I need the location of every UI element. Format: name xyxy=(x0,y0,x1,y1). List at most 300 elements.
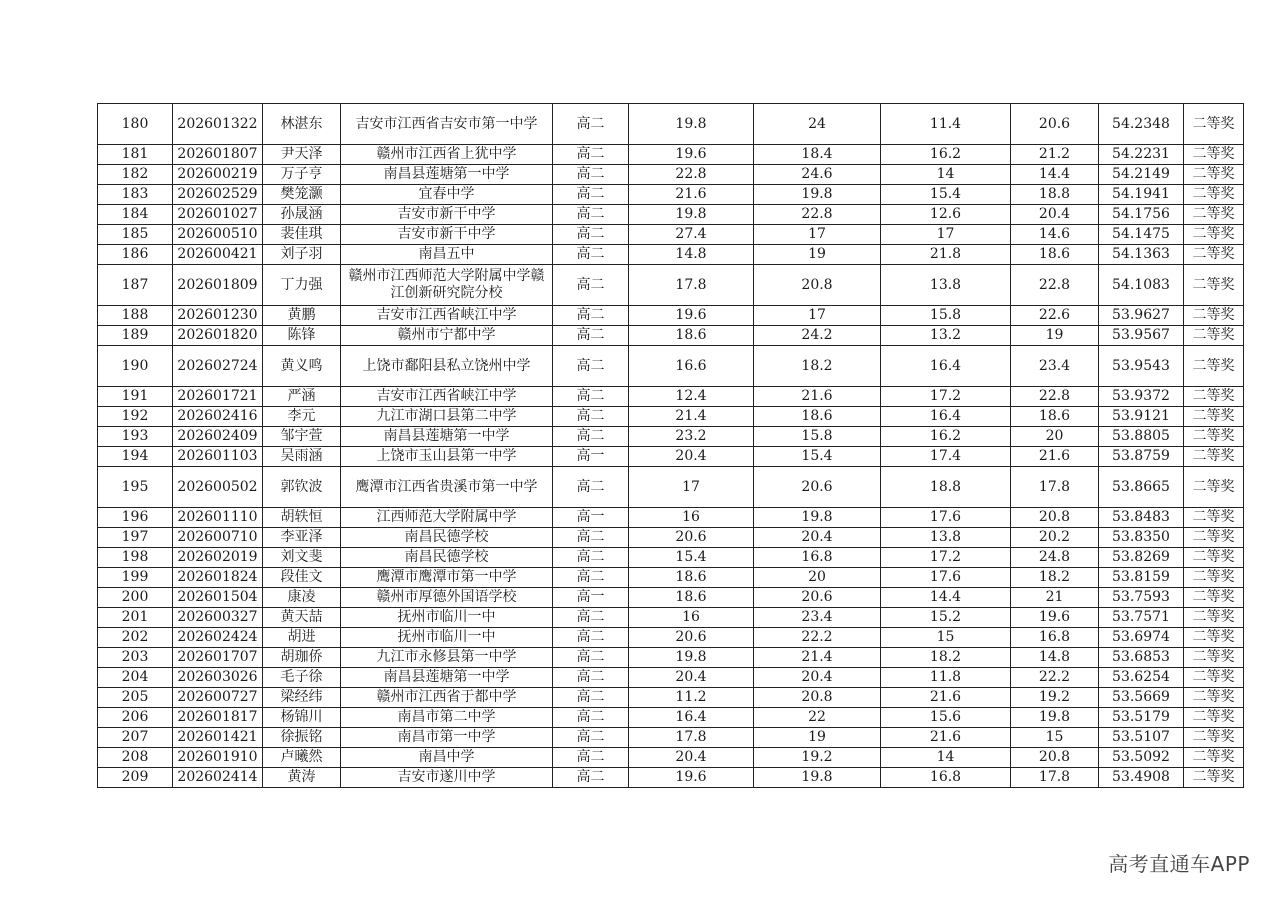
award-cell: 二等奖 xyxy=(1184,185,1244,205)
grade-cell: 高二 xyxy=(553,306,629,326)
score-3-cell: 17.2 xyxy=(881,548,1011,568)
score-3-cell: 18.2 xyxy=(881,648,1011,668)
rank-cell: 191 xyxy=(98,387,173,407)
score-4-cell: 17.8 xyxy=(1011,467,1099,508)
total-score-cell: 54.1756 xyxy=(1099,205,1184,225)
score-4-cell: 19.6 xyxy=(1011,608,1099,628)
score-3-cell: 15 xyxy=(881,628,1011,648)
school-cell: 吉安市遂川中学 xyxy=(341,768,553,788)
name-cell: 黄天喆 xyxy=(263,608,341,628)
name-cell: 刘文斐 xyxy=(263,548,341,568)
grade-cell: 高二 xyxy=(553,265,629,306)
total-score-cell: 54.2231 xyxy=(1099,145,1184,165)
score-3-cell: 11.8 xyxy=(881,668,1011,688)
score-3-cell: 13.2 xyxy=(881,326,1011,346)
rank-cell: 202 xyxy=(98,628,173,648)
grade-cell: 高二 xyxy=(553,245,629,265)
grade-cell: 高一 xyxy=(553,447,629,467)
award-cell: 二等奖 xyxy=(1184,728,1244,748)
total-score-cell: 54.1941 xyxy=(1099,185,1184,205)
student-id-cell: 202600327 xyxy=(173,608,263,628)
award-cell: 二等奖 xyxy=(1184,407,1244,427)
grade-cell: 高一 xyxy=(553,508,629,528)
rank-cell: 209 xyxy=(98,768,173,788)
total-score-cell: 53.7571 xyxy=(1099,608,1184,628)
table-row xyxy=(98,326,1244,346)
name-cell: 杨锦川 xyxy=(263,708,341,728)
school-cell: 赣州市厚德外国语学校 xyxy=(341,588,553,608)
rank-cell: 192 xyxy=(98,407,173,427)
score-4-cell: 18.6 xyxy=(1011,245,1099,265)
grade-cell: 高二 xyxy=(553,467,629,508)
grade-cell: 高二 xyxy=(553,568,629,588)
award-cell: 二等奖 xyxy=(1184,608,1244,628)
score-2-cell: 17 xyxy=(754,306,881,326)
student-id-cell: 202602019 xyxy=(173,548,263,568)
name-cell: 邹宇萱 xyxy=(263,427,341,447)
score-2-cell: 24.2 xyxy=(754,326,881,346)
grade-cell: 高二 xyxy=(553,708,629,728)
score-3-cell: 21.8 xyxy=(881,245,1011,265)
school-cell: 南昌民德学校 xyxy=(341,548,553,568)
score-2-cell: 20.4 xyxy=(754,668,881,688)
score-1-cell: 16 xyxy=(629,508,754,528)
name-cell: 胡轶恒 xyxy=(263,508,341,528)
award-cell: 二等奖 xyxy=(1184,648,1244,668)
rank-cell: 206 xyxy=(98,708,173,728)
score-4-cell: 22.2 xyxy=(1011,668,1099,688)
rank-cell: 197 xyxy=(98,528,173,548)
grade-cell: 高二 xyxy=(553,628,629,648)
score-1-cell: 20.4 xyxy=(629,748,754,768)
school-cell: 南昌县莲塘第一中学 xyxy=(341,427,553,447)
grade-cell: 高二 xyxy=(553,145,629,165)
award-cell: 二等奖 xyxy=(1184,387,1244,407)
score-4-cell: 20 xyxy=(1011,427,1099,447)
school-cell: 赣州市江西省于都中学 xyxy=(341,688,553,708)
total-score-cell: 53.6254 xyxy=(1099,668,1184,688)
score-4-cell: 21.2 xyxy=(1011,145,1099,165)
total-score-cell: 53.4908 xyxy=(1099,768,1184,788)
score-4-cell: 16.8 xyxy=(1011,628,1099,648)
grade-cell: 高二 xyxy=(553,728,629,748)
name-cell: 万子亨 xyxy=(263,165,341,185)
student-id-cell: 202602414 xyxy=(173,768,263,788)
score-4-cell: 14.4 xyxy=(1011,165,1099,185)
rank-cell: 189 xyxy=(98,326,173,346)
student-id-cell: 202603026 xyxy=(173,668,263,688)
grade-cell: 高二 xyxy=(553,548,629,568)
school-cell: 吉安市江西省峡江中学 xyxy=(341,306,553,326)
score-4-cell: 20.4 xyxy=(1011,205,1099,225)
grade-cell: 高一 xyxy=(553,588,629,608)
score-3-cell: 21.6 xyxy=(881,728,1011,748)
score-1-cell: 19.6 xyxy=(629,145,754,165)
rank-cell: 187 xyxy=(98,265,173,306)
score-1-cell: 18.6 xyxy=(629,588,754,608)
score-1-cell: 21.6 xyxy=(629,185,754,205)
total-score-cell: 53.9372 xyxy=(1099,387,1184,407)
grade-cell: 高二 xyxy=(553,326,629,346)
name-cell: 李元 xyxy=(263,407,341,427)
score-1-cell: 18.6 xyxy=(629,568,754,588)
score-4-cell: 19.2 xyxy=(1011,688,1099,708)
grade-cell: 高二 xyxy=(553,346,629,387)
score-1-cell: 14.8 xyxy=(629,245,754,265)
score-3-cell: 14 xyxy=(881,165,1011,185)
score-4-cell: 20.6 xyxy=(1011,104,1099,145)
score-3-cell: 16.4 xyxy=(881,346,1011,387)
total-score-cell: 53.6853 xyxy=(1099,648,1184,668)
score-1-cell: 19.6 xyxy=(629,768,754,788)
table-row xyxy=(98,265,1244,306)
rank-cell: 181 xyxy=(98,145,173,165)
school-cell: 抚州市临川一中 xyxy=(341,628,553,648)
score-4-cell: 15 xyxy=(1011,728,1099,748)
table-row xyxy=(98,648,1244,668)
rank-cell: 194 xyxy=(98,447,173,467)
total-score-cell: 53.6974 xyxy=(1099,628,1184,648)
score-1-cell: 20.4 xyxy=(629,447,754,467)
award-cell: 二等奖 xyxy=(1184,508,1244,528)
rank-cell: 201 xyxy=(98,608,173,628)
score-4-cell: 22.6 xyxy=(1011,306,1099,326)
name-cell: 胡珈侨 xyxy=(263,648,341,668)
student-id-cell: 202601721 xyxy=(173,387,263,407)
score-1-cell: 19.6 xyxy=(629,306,754,326)
school-cell: 吉安市江西省峡江中学 xyxy=(341,387,553,407)
total-score-cell: 53.7593 xyxy=(1099,588,1184,608)
award-cell: 二等奖 xyxy=(1184,326,1244,346)
grade-cell: 高二 xyxy=(553,608,629,628)
student-id-cell: 202601110 xyxy=(173,508,263,528)
name-cell: 卢曦然 xyxy=(263,748,341,768)
score-4-cell: 21.6 xyxy=(1011,447,1099,467)
grade-cell: 高二 xyxy=(553,748,629,768)
school-cell: 九江市湖口县第二中学 xyxy=(341,407,553,427)
table-row xyxy=(98,768,1244,788)
award-cell: 二等奖 xyxy=(1184,265,1244,306)
score-2-cell: 16.8 xyxy=(754,548,881,568)
score-2-cell: 20 xyxy=(754,568,881,588)
total-score-cell: 53.8269 xyxy=(1099,548,1184,568)
score-1-cell: 18.6 xyxy=(629,326,754,346)
school-cell: 江西师范大学附属中学 xyxy=(341,508,553,528)
award-cell: 二等奖 xyxy=(1184,688,1244,708)
name-cell: 丁力强 xyxy=(263,265,341,306)
score-3-cell: 14 xyxy=(881,748,1011,768)
award-cell: 二等奖 xyxy=(1184,467,1244,508)
score-3-cell: 15.4 xyxy=(881,185,1011,205)
name-cell: 康凌 xyxy=(263,588,341,608)
name-cell: 吴雨涵 xyxy=(263,447,341,467)
score-2-cell: 18.4 xyxy=(754,145,881,165)
score-1-cell: 27.4 xyxy=(629,225,754,245)
score-3-cell: 17.4 xyxy=(881,447,1011,467)
student-id-cell: 202602424 xyxy=(173,628,263,648)
student-id-cell: 202600710 xyxy=(173,528,263,548)
table-row xyxy=(98,688,1244,708)
rank-cell: 198 xyxy=(98,548,173,568)
score-2-cell: 19 xyxy=(754,245,881,265)
student-id-cell: 202601820 xyxy=(173,326,263,346)
name-cell: 梁经纬 xyxy=(263,688,341,708)
table-row xyxy=(98,728,1244,748)
score-1-cell: 23.2 xyxy=(629,427,754,447)
rank-cell: 196 xyxy=(98,508,173,528)
score-1-cell: 16 xyxy=(629,608,754,628)
table-row xyxy=(98,225,1244,245)
score-2-cell: 24 xyxy=(754,104,881,145)
score-2-cell: 15.8 xyxy=(754,427,881,447)
award-cell: 二等奖 xyxy=(1184,245,1244,265)
score-3-cell: 17.6 xyxy=(881,508,1011,528)
total-score-cell: 53.8483 xyxy=(1099,508,1184,528)
total-score-cell: 54.1083 xyxy=(1099,265,1184,306)
score-1-cell: 16.4 xyxy=(629,708,754,728)
table-row xyxy=(98,205,1244,225)
score-2-cell: 15.4 xyxy=(754,447,881,467)
score-3-cell: 16.8 xyxy=(881,768,1011,788)
table-row xyxy=(98,588,1244,608)
score-1-cell: 22.8 xyxy=(629,165,754,185)
table-row xyxy=(98,407,1244,427)
score-1-cell: 11.2 xyxy=(629,688,754,708)
school-cell: 南昌中学 xyxy=(341,748,553,768)
score-2-cell: 20.6 xyxy=(754,588,881,608)
score-1-cell: 21.4 xyxy=(629,407,754,427)
award-cell: 二等奖 xyxy=(1184,668,1244,688)
total-score-cell: 53.9121 xyxy=(1099,407,1184,427)
grade-cell: 高二 xyxy=(553,427,629,447)
score-4-cell: 24.8 xyxy=(1011,548,1099,568)
table-row xyxy=(98,568,1244,588)
name-cell: 毛子徐 xyxy=(263,668,341,688)
grade-cell: 高二 xyxy=(553,185,629,205)
student-id-cell: 202601824 xyxy=(173,568,263,588)
student-id-cell: 202600502 xyxy=(173,467,263,508)
total-score-cell: 53.5669 xyxy=(1099,688,1184,708)
score-2-cell: 22.8 xyxy=(754,205,881,225)
school-cell: 吉安市新干中学 xyxy=(341,205,553,225)
school-cell: 抚州市临川一中 xyxy=(341,608,553,628)
grade-cell: 高二 xyxy=(553,688,629,708)
total-score-cell: 53.9567 xyxy=(1099,326,1184,346)
score-3-cell: 16.4 xyxy=(881,407,1011,427)
rank-cell: 195 xyxy=(98,467,173,508)
rank-cell: 180 xyxy=(98,104,173,145)
total-score-cell: 54.1363 xyxy=(1099,245,1184,265)
watermark-text: 高考直通车APP xyxy=(1108,852,1250,876)
score-2-cell: 24.6 xyxy=(754,165,881,185)
total-score-cell: 53.8759 xyxy=(1099,447,1184,467)
score-4-cell: 17.8 xyxy=(1011,768,1099,788)
score-3-cell: 16.2 xyxy=(881,145,1011,165)
award-cell: 二等奖 xyxy=(1184,104,1244,145)
student-id-cell: 202601421 xyxy=(173,728,263,748)
award-cell: 二等奖 xyxy=(1184,548,1244,568)
name-cell: 李亚泽 xyxy=(263,528,341,548)
score-3-cell: 17 xyxy=(881,225,1011,245)
grade-cell: 高二 xyxy=(553,648,629,668)
rank-cell: 184 xyxy=(98,205,173,225)
grade-cell: 高二 xyxy=(553,387,629,407)
name-cell: 陈锋 xyxy=(263,326,341,346)
table-row xyxy=(98,467,1244,508)
table-row xyxy=(98,548,1244,568)
name-cell: 尹天泽 xyxy=(263,145,341,165)
school-cell: 上饶市玉山县第一中学 xyxy=(341,447,553,467)
school-cell: 南昌县莲塘第一中学 xyxy=(341,668,553,688)
table-row xyxy=(98,668,1244,688)
award-cell: 二等奖 xyxy=(1184,568,1244,588)
name-cell: 林湛东 xyxy=(263,104,341,145)
score-3-cell: 15.6 xyxy=(881,708,1011,728)
score-4-cell: 21 xyxy=(1011,588,1099,608)
score-4-cell: 22.8 xyxy=(1011,387,1099,407)
rank-cell: 203 xyxy=(98,648,173,668)
score-3-cell: 13.8 xyxy=(881,265,1011,306)
score-1-cell: 17.8 xyxy=(629,265,754,306)
school-cell: 鹰潭市江西省贵溪市第一中学 xyxy=(341,467,553,508)
table-row xyxy=(98,427,1244,447)
grade-cell: 高二 xyxy=(553,205,629,225)
total-score-cell: 54.2149 xyxy=(1099,165,1184,185)
award-cell: 二等奖 xyxy=(1184,528,1244,548)
score-2-cell: 18.6 xyxy=(754,407,881,427)
total-score-cell: 54.2348 xyxy=(1099,104,1184,145)
score-3-cell: 15.8 xyxy=(881,306,1011,326)
table-row xyxy=(98,608,1244,628)
total-score-cell: 53.8159 xyxy=(1099,568,1184,588)
score-2-cell: 23.4 xyxy=(754,608,881,628)
rank-cell: 208 xyxy=(98,748,173,768)
score-1-cell: 20.6 xyxy=(629,528,754,548)
score-2-cell: 21.4 xyxy=(754,648,881,668)
student-id-cell: 202601910 xyxy=(173,748,263,768)
student-id-cell: 202601817 xyxy=(173,708,263,728)
student-id-cell: 202601807 xyxy=(173,145,263,165)
award-cell: 二等奖 xyxy=(1184,205,1244,225)
total-score-cell: 53.8805 xyxy=(1099,427,1184,447)
score-1-cell: 20.6 xyxy=(629,628,754,648)
student-id-cell: 202601103 xyxy=(173,447,263,467)
name-cell: 段佳文 xyxy=(263,568,341,588)
score-1-cell: 17 xyxy=(629,467,754,508)
student-id-cell: 202601707 xyxy=(173,648,263,668)
score-3-cell: 16.2 xyxy=(881,427,1011,447)
student-id-cell: 202602529 xyxy=(173,185,263,205)
name-cell: 裴佳琪 xyxy=(263,225,341,245)
rank-cell: 200 xyxy=(98,588,173,608)
score-2-cell: 20.6 xyxy=(754,467,881,508)
score-3-cell: 21.6 xyxy=(881,688,1011,708)
score-4-cell: 18.8 xyxy=(1011,185,1099,205)
score-4-cell: 19.8 xyxy=(1011,708,1099,728)
award-cell: 二等奖 xyxy=(1184,588,1244,608)
total-score-cell: 53.9543 xyxy=(1099,346,1184,387)
rank-cell: 204 xyxy=(98,668,173,688)
grade-cell: 高二 xyxy=(553,165,629,185)
school-cell: 赣州市宁都中学 xyxy=(341,326,553,346)
grade-cell: 高二 xyxy=(553,528,629,548)
score-2-cell: 17 xyxy=(754,225,881,245)
score-1-cell: 16.6 xyxy=(629,346,754,387)
score-2-cell: 19.2 xyxy=(754,748,881,768)
score-1-cell: 15.4 xyxy=(629,548,754,568)
name-cell: 刘子羽 xyxy=(263,245,341,265)
name-cell: 黄涛 xyxy=(263,768,341,788)
score-1-cell: 19.8 xyxy=(629,648,754,668)
total-score-cell: 54.1475 xyxy=(1099,225,1184,245)
score-4-cell: 18.6 xyxy=(1011,407,1099,427)
student-id-cell: 202601230 xyxy=(173,306,263,326)
score-1-cell: 19.8 xyxy=(629,205,754,225)
score-3-cell: 14.4 xyxy=(881,588,1011,608)
table-row xyxy=(98,748,1244,768)
score-2-cell: 19.8 xyxy=(754,508,881,528)
school-cell: 吉安市新干中学 xyxy=(341,225,553,245)
score-2-cell: 20.8 xyxy=(754,688,881,708)
total-score-cell: 53.8665 xyxy=(1099,467,1184,508)
rank-cell: 190 xyxy=(98,346,173,387)
school-cell: 南昌五中 xyxy=(341,245,553,265)
name-cell: 胡进 xyxy=(263,628,341,648)
score-3-cell: 18.8 xyxy=(881,467,1011,508)
table-row xyxy=(98,306,1244,326)
table-row xyxy=(98,346,1244,387)
rank-cell: 183 xyxy=(98,185,173,205)
school-cell: 吉安市江西省吉安市第一中学 xyxy=(341,104,553,145)
name-cell: 黄义鸣 xyxy=(263,346,341,387)
student-id-cell: 202601322 xyxy=(173,104,263,145)
grade-cell: 高二 xyxy=(553,668,629,688)
score-1-cell: 19.8 xyxy=(629,104,754,145)
student-id-cell: 202602409 xyxy=(173,427,263,447)
school-cell: 九江市永修县第一中学 xyxy=(341,648,553,668)
student-id-cell: 202600219 xyxy=(173,165,263,185)
school-cell: 赣州市江西省上犹中学 xyxy=(341,145,553,165)
rank-cell: 199 xyxy=(98,568,173,588)
score-2-cell: 19.8 xyxy=(754,768,881,788)
total-score-cell: 53.5179 xyxy=(1099,708,1184,728)
score-4-cell: 23.4 xyxy=(1011,346,1099,387)
award-cell: 二等奖 xyxy=(1184,628,1244,648)
table-row xyxy=(98,528,1244,548)
student-id-cell: 202601027 xyxy=(173,205,263,225)
total-score-cell: 53.8350 xyxy=(1099,528,1184,548)
table-row xyxy=(98,628,1244,648)
table-row xyxy=(98,104,1244,145)
grade-cell: 高二 xyxy=(553,104,629,145)
rank-cell: 186 xyxy=(98,245,173,265)
score-2-cell: 18.2 xyxy=(754,346,881,387)
total-score-cell: 53.5107 xyxy=(1099,728,1184,748)
table-row xyxy=(98,447,1244,467)
school-cell: 南昌县莲塘第一中学 xyxy=(341,165,553,185)
score-3-cell: 17.6 xyxy=(881,568,1011,588)
score-4-cell: 19 xyxy=(1011,326,1099,346)
total-score-cell: 53.5092 xyxy=(1099,748,1184,768)
name-cell: 孙晟涵 xyxy=(263,205,341,225)
award-cell: 二等奖 xyxy=(1184,225,1244,245)
award-cell: 二等奖 xyxy=(1184,427,1244,447)
award-cell: 二等奖 xyxy=(1184,708,1244,728)
award-cell: 二等奖 xyxy=(1184,346,1244,387)
rank-cell: 193 xyxy=(98,427,173,447)
rank-cell: 182 xyxy=(98,165,173,185)
award-cell: 二等奖 xyxy=(1184,306,1244,326)
